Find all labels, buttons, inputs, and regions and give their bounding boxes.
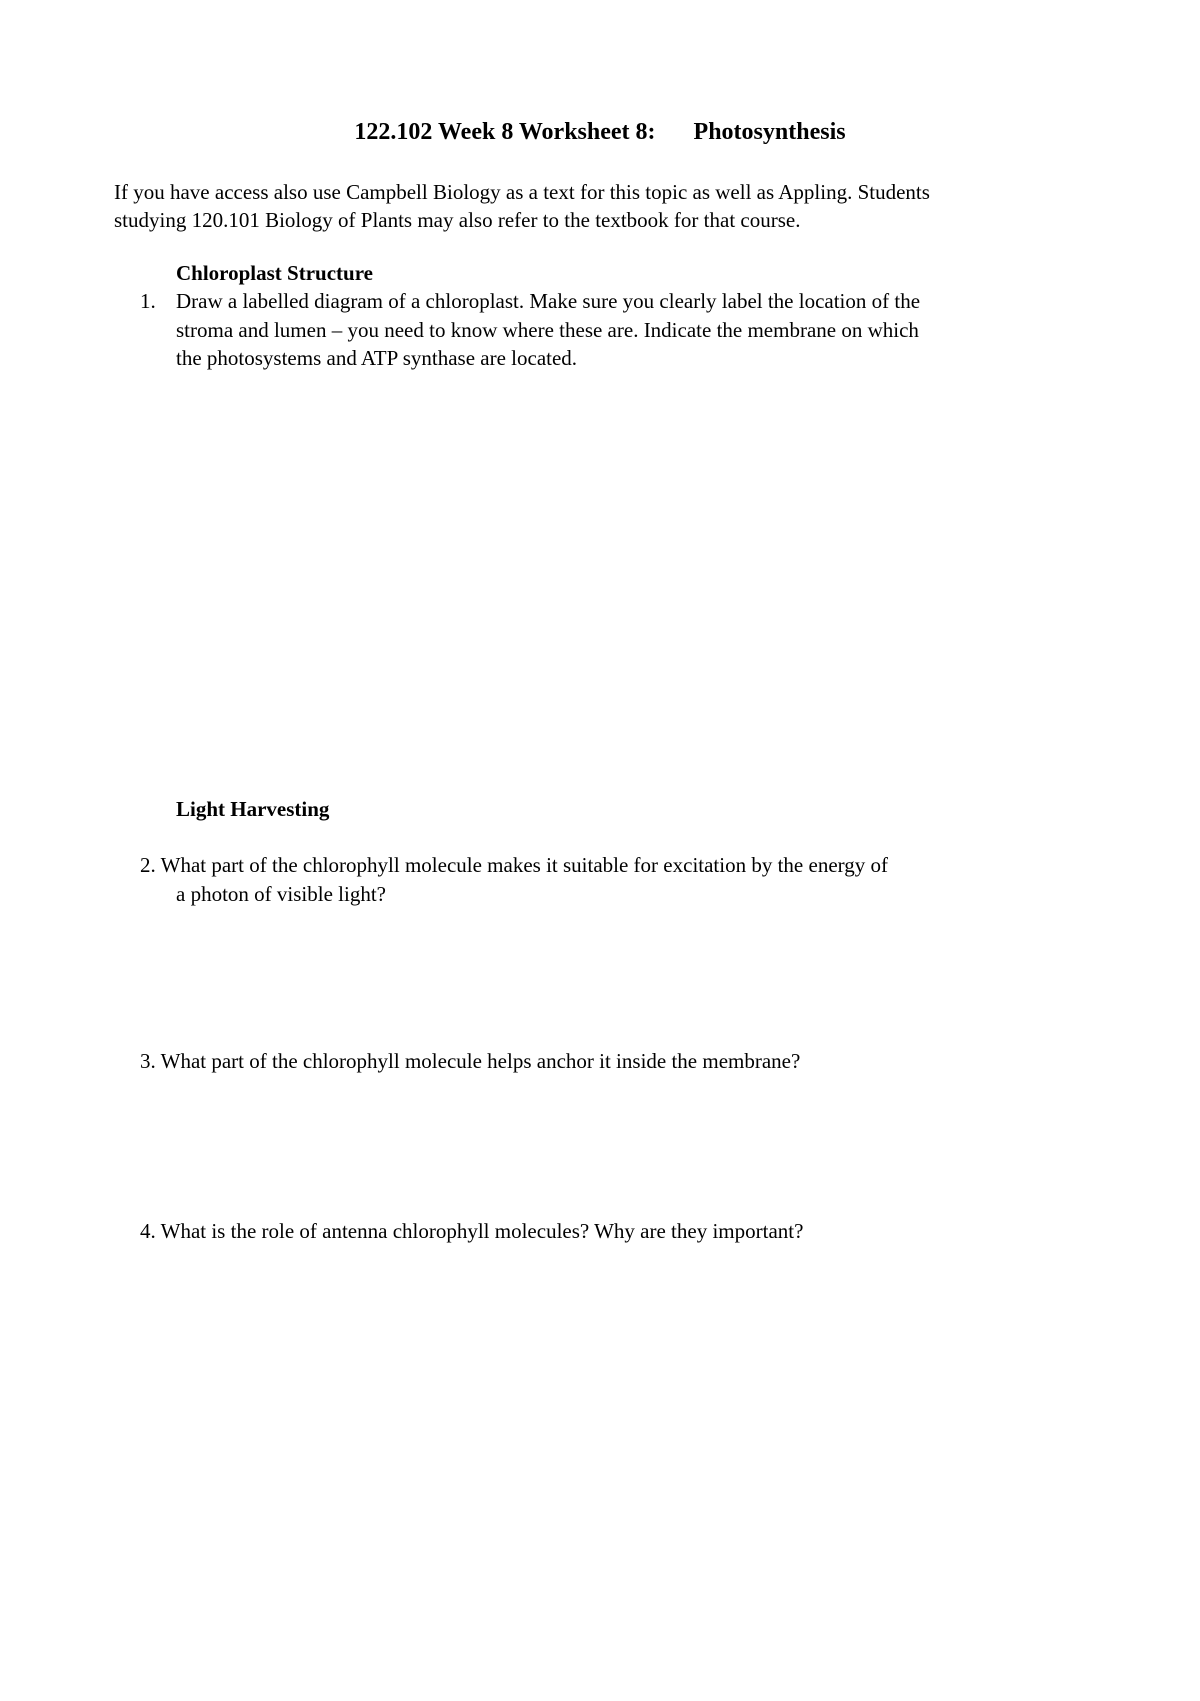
question-2	[140, 851, 888, 908]
title-topic: Photosynthesis	[693, 119, 846, 145]
question-4-line-1: 4. What is the role of antenna chlorophyll molecules? Why are they important?	[140, 1219, 804, 1243]
intro-paragraph	[114, 178, 1094, 234]
title-course-week: 122.102 Week 8 Worksheet 8:	[354, 119, 656, 145]
section-heading-chloroplast-structure: Chloroplast Structure	[176, 261, 373, 285]
question-1-line-3: the photosystems and ATP synthase are located.	[176, 346, 578, 370]
question-1-line-1: Draw a labelled diagram of a chloroplast. Make sure you clearly label the location of the	[176, 289, 921, 313]
question-1-line-2: stroma and lumen – you need to know where these are. Indicate the membrane on which	[176, 317, 919, 342]
intro-line-1: If you have access also use Campbell Biology as a text for this topic as well as Appling. Students	[114, 180, 930, 204]
question-2-line-1: 2. What part of the chlorophyll molecule makes it suitable for excitation by the energy of	[140, 853, 889, 877]
question-1	[140, 287, 1100, 373]
question-2-line-2: a photon of visible light?	[176, 881, 386, 906]
question-3-line-1: 3. What part of the chlorophyll molecule helps anchor it inside the membrane?	[140, 1049, 801, 1073]
question-1-number: 1.	[140, 289, 156, 313]
question-1-text	[176, 287, 1100, 373]
question-3	[140, 1047, 800, 1076]
section-heading-light-harvesting: Light Harvesting	[176, 797, 330, 821]
worksheet-title	[0, 117, 1200, 147]
intro-line-2: studying 120.101 Biology of Plants may also refer to the textbook for that course.	[114, 208, 801, 232]
question-4	[140, 1217, 803, 1246]
